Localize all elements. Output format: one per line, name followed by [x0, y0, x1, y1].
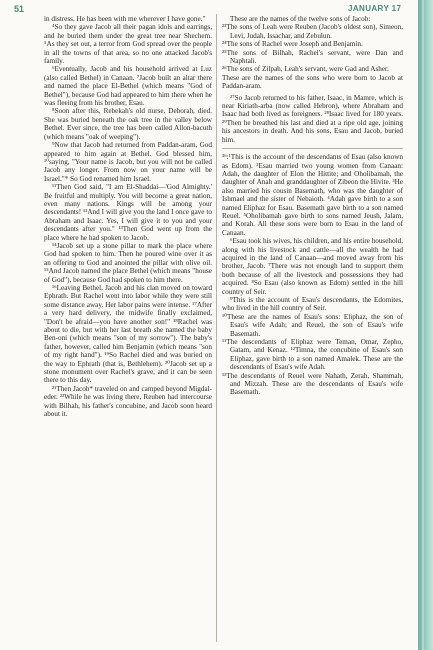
list-item: ²⁶The sons of Zilpah, Leah's servant, were Gad and Asher. — [222, 65, 389, 74]
paragraph: ⁸Soon after this, Rebekah's old nurse, Deborah, died. She was buried beneath the oak tree in the valley below Bethel. Ever since, the tree has been called Allon-bacuth (which means "oak of weeping"). — [44, 107, 212, 141]
page-date-heading: JANUARY 17 — [348, 4, 402, 13]
paragraph: ¹⁴Jacob set up a stone pillar to mark the place where God had spoken to him. Then he poured wine over it as an offering to God and anointed the pillar with olive oil. ¹⁵And Jacob named the place Bethel (which means "house of God"), because God had spoken to him there. — [44, 241, 212, 284]
paragraph: in distress. He has been with me wherever I have gone." — [44, 15, 206, 23]
paragraph: ⁶Eventually, Jacob and his household arrived at Luz (also called Bethel) in Canaan. ⁷Jacob built an altar there and named the place El-Bethel (which means "God of Bethel"), because God had appeared to him there when he was fleeing from his brother, Esau. — [44, 65, 212, 108]
page-number: 51 — [14, 4, 25, 14]
list-item: ¹⁰These are the names of Esau's sons: Eliphaz, the son of Esau's wife Adah; and Reuel, the son of Esau's wife Basemath. — [222, 312, 403, 338]
list-item: ²³The sons of Leah were Reuben (Jacob's oldest son), Simeon, Levi, Judah, Issachar, and Zebulun. — [222, 23, 403, 40]
paragraph: ⁴So they gave Jacob all their pagan idols and earrings, and he buried them under the great tree near Shechem. ⁵As they set out, a terror from God spread over the people in all the towns of that area, so no one attacked Jacob's family. — [44, 23, 212, 66]
paragraph: ¹¹Then God said, "I am El-Shaddai—'God Almighty.' Be fruitful and multiply. You will become a great nation, even many nations. Kings will be among your descendants! ¹²And I will give you the land I once gave to Abraham and Isaac. Yes, I will give it to you and your descendants after you." ¹³Then God went up from the place where he had spoken to Jacob. — [44, 183, 212, 242]
side-ribbon — [418, 0, 433, 650]
paragraph: ²¹Then Jacob* traveled on and camped beyond Migdal-eder. ²²While he was living there, Reuben had intercourse with Bilhah, his father's concubine, and Jacob soon heard about it. — [44, 384, 212, 419]
paragraph: These are the names of the twelve sons of Jacob: — [230, 15, 371, 23]
paragraph: ⁹This is the account of Esau's descendants, the Edomites, who lived in the hill country of Seir. — [222, 296, 403, 313]
column-divider — [216, 14, 217, 642]
paragraph: ⁹Now that Jacob had returned from Paddan-aram, God appeared to him again at Bethel. God blessed him, ¹⁰saying, "Your name is Jacob, but you will not be called Jacob any longer. From now on your name will be Israel."* So God renamed him Israel. — [44, 141, 212, 183]
left-text-column — [44, 15, 212, 419]
paragraph: ⁶Esau took his wives, his children, and his entire household, along with his livestock and cattle—all the wealth he had acquired in the land of Canaan—and moved away from his brother, Jacob. ⁷There was not enough land to support them both because of all the livestock and possessions they had acquired. ⁸So Esau (also known as Edom) settled in the hill country of Seir. — [222, 237, 403, 296]
paragraph: These are the names of the sons who were born to Jacob at Paddan-aram. — [222, 73, 403, 91]
list-item: ²⁴The sons of Rachel were Joseph and Benjamin. — [222, 40, 363, 49]
paragraph: ²⁷So Jacob returned to his father, Isaac, in Mamre, which is near Kiriath-arba (now called Hebron), where Abraham and Isaac had both lived as foreigners. ²⁸Isaac lived for 180 years. ²⁹Then he breathed his last and died at a ripe old age, joining his ancestors in death. And his sons, Esau and Jacob, buried him. — [222, 93, 403, 144]
paragraph: ¹⁶Leaving Bethel, Jacob and his clan moved on toward Ephrath. But Rachel went into labor while they were still some distance away. Her labor pains were intense. ¹⁷After a very hard delivery, the midwife finally exclaimed, "Don't be afraid—you have another son!" ¹⁸Rachel was about to die, but with her last breath she named the baby Ben-oni (which means "son of my sorrow"). The baby's father, however, called him Benjamin (which means "son of my right hand"). ¹⁹So Rachel died and was buried on the way to Ephrath (that is, Bethlehem). ²⁰Jacob set up a stone monument over Rachel's grave, and it can be seen there to this day. — [44, 284, 212, 385]
list-item: ²⁵The sons of Bilhah, Rachel's servant, were Dan and Naphtali. — [222, 48, 403, 66]
list-item: ¹³The descendants of Reuel were Nahath, Zerah, Shammah, and Mizzah. These are the descendants of Esau's wife Basemath. — [222, 371, 403, 397]
section-divider — [222, 148, 403, 149]
chapter-start-paragraph: ³⁶:¹This is the account of the descendants of Esau (also known as Edom). ²Esau married two young women from Canaan: Adah, the daughter of Elon the Hittite; and Oholibamah, the daughter of Anah and granddaughter of Zibeon the Hivite. ³He also married his cousin Basemath, who was the daughter of Ishmael and the sister of Nebaioth. ⁴Adah gave birth to a son named Eliphaz for Esau. Basemath gave birth to a son named Reuel. ⁵Oholibamah gave birth to sons named Jeush, Jalam, and Korah. All these sons were born to Esau in the land of Canaan. — [222, 153, 403, 237]
right-text-column — [222, 15, 403, 397]
list-item: ¹¹The descendants of Eliphaz were Teman, Omar, Zepho, Gatam, and Kenaz. ¹²Timna, the concubine of Esau's son Eliphaz, gave birth to a son named Amalek. These are the descendants of Esau's wife Adah. — [222, 338, 403, 372]
